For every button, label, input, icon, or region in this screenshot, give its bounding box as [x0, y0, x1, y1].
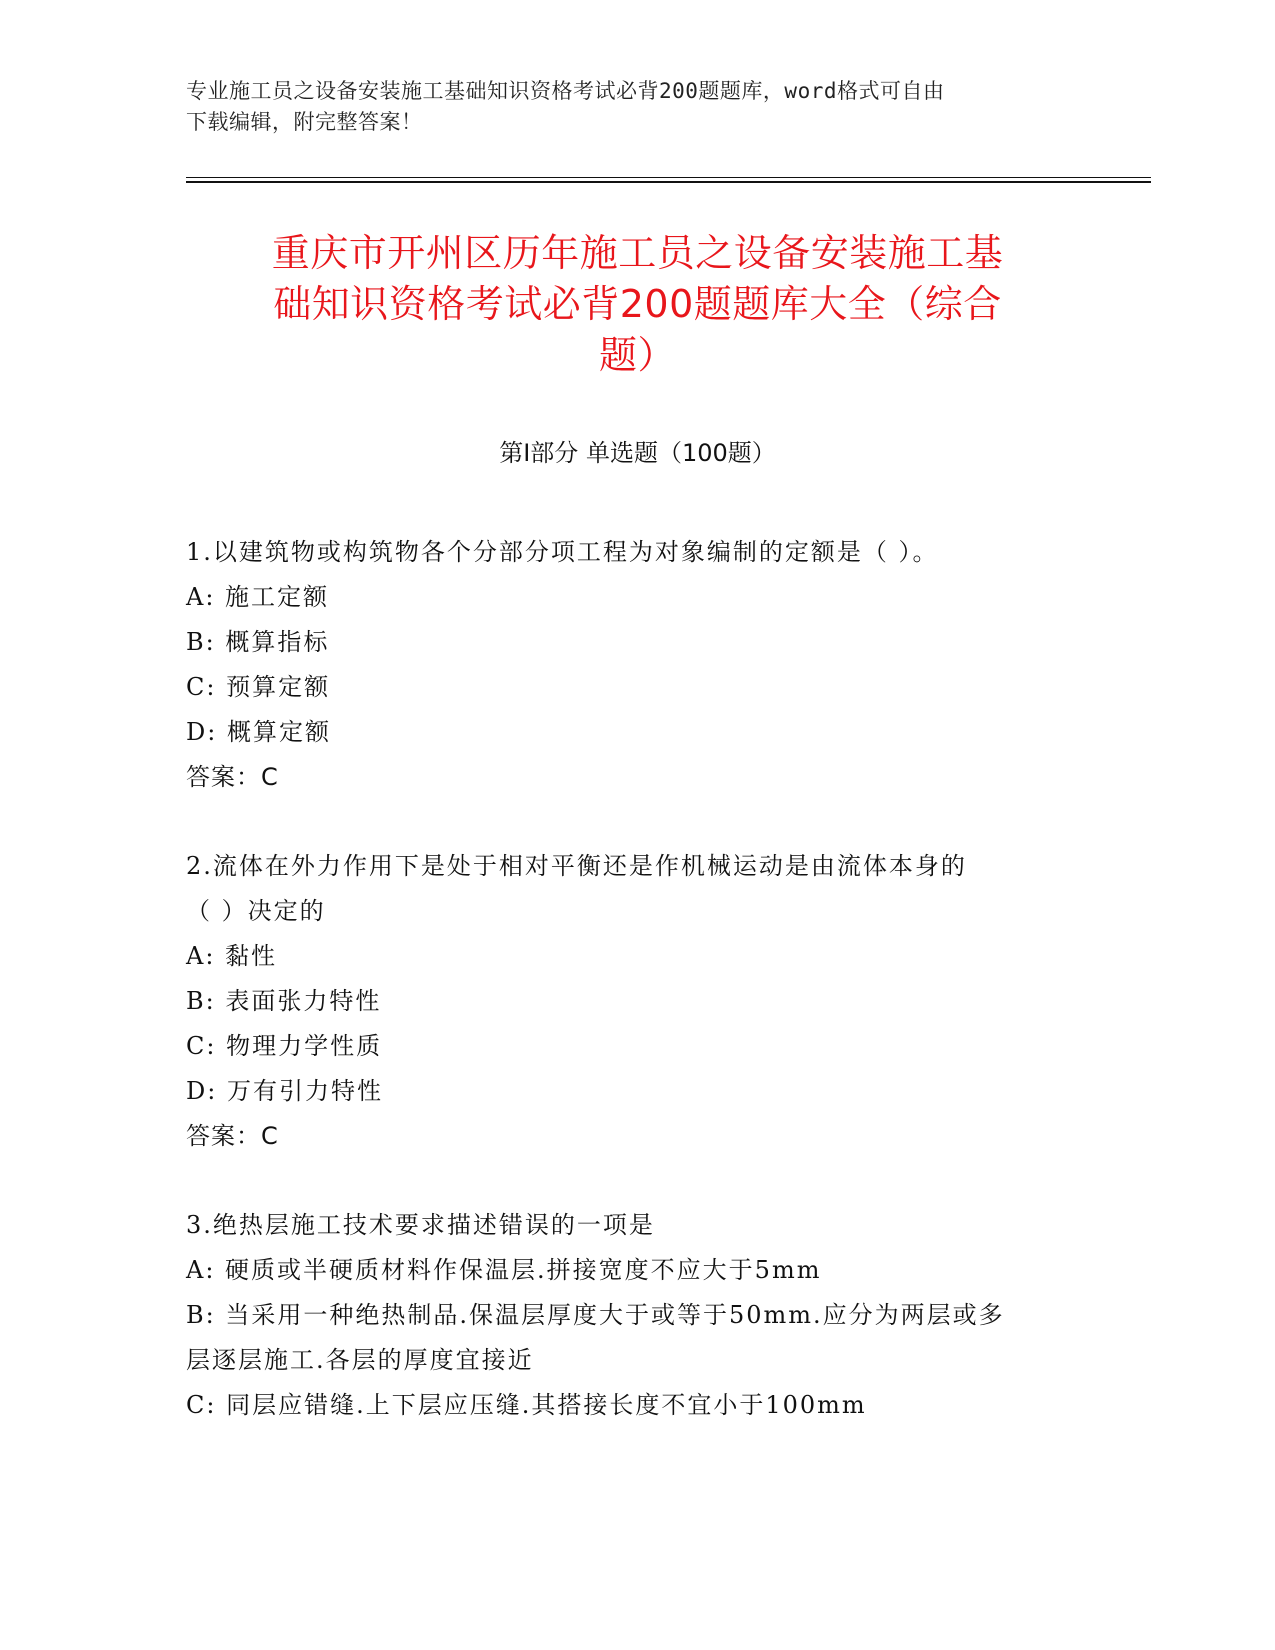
document-title: [195, 228, 1080, 381]
question-list: [186, 530, 1086, 1472]
question-1-option-d: D: 概算定额: [186, 718, 331, 746]
document-title-line-2: 础知识资格考试必背200题题库大全（综合: [273, 282, 1002, 326]
question-1: [186, 530, 1086, 800]
question-1-answer: 答案：C: [186, 763, 279, 791]
document-title-line-3: 题）: [598, 333, 676, 377]
section-heading: 第Ⅰ部分 单选题（100题）: [499, 439, 776, 467]
question-1-stem: 1.以建筑物或构筑物各个分部分项工程为对象编制的定额是（ ）。: [186, 538, 939, 566]
question-2: [186, 844, 1086, 1159]
question-2-option-b: B: 表面张力特性: [186, 987, 382, 1015]
question-2-option-c: C: 物理力学性质: [186, 1032, 383, 1060]
header-note: [186, 76, 1086, 138]
question-2-answer: 答案：C: [186, 1122, 279, 1150]
header-note-line-2: 下载编辑，附完整答案！: [186, 110, 423, 134]
question-2-stem-line-2: （ ）决定的: [186, 897, 326, 925]
header-note-line-1: 专业施工员之设备安装施工基础知识资格考试必背200题题库，word格式可自由: [186, 79, 945, 103]
question-3-stem: 3.绝热层施工技术要求描述错误的一项是: [186, 1211, 655, 1239]
question-2-option-d: D: 万有引力特性: [186, 1077, 383, 1105]
document-title-line-1: 重庆市开州区历年施工员之设备安装施工基: [271, 231, 1004, 275]
question-1-option-c: C: 预算定额: [186, 673, 331, 701]
question-2-stem-line-1: 2.流体在外力作用下是处于相对平衡还是作机械运动是由流体本身的: [186, 852, 967, 880]
header-divider-thick: [186, 181, 1151, 183]
question-3-option-c: C: 同层应错缝.上下层应压缝.其搭接长度不宜小于100mm: [186, 1391, 867, 1419]
question-3-option-b-line-2: 层逐层施工.各层的厚度宜接近: [186, 1346, 534, 1374]
question-1-option-b: B: 概算指标: [186, 628, 330, 656]
question-3-option-a: A: 硬质或半硬质材料作保温层.拼接宽度不应大于5mm: [186, 1256, 822, 1284]
question-3-option-b-line-1: B: 当采用一种绝热制品.保温层厚度大于或等于50mm.应分为两层或多: [186, 1301, 1005, 1329]
question-1-option-a: A: 施工定额: [186, 583, 330, 611]
header-divider-thin: [186, 177, 1151, 178]
question-2-option-a: A: 黏性: [186, 942, 278, 970]
question-3: [186, 1203, 1086, 1428]
